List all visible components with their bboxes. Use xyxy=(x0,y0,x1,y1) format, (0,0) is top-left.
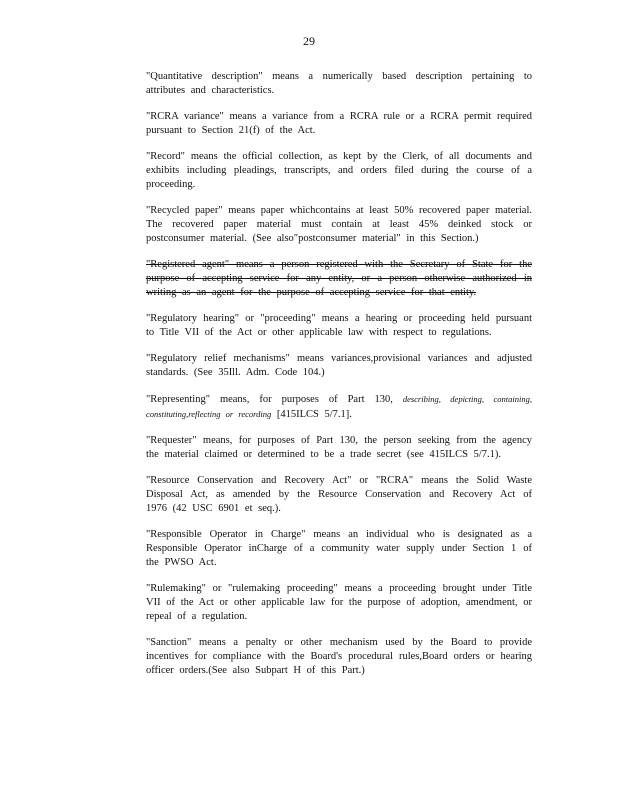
definition-regulatory-hearing: "Regulatory hearing" or "proceeding" means a hearing or proceeding held pursuant to Title VII of the Act or other applicable law with respect to regulations. xyxy=(146,313,532,338)
definition-regulatory-relief-mechanisms: "Regulatory relief mechanisms" means variances,provisional variances and adjusted standards. (See 35Ill. Adm. Code 104.) xyxy=(146,353,532,378)
definition-rcra: "Resource Conservation and Recovery Act" or "RCRA" means the Solid Waste Disposal Act, as amended by the Resource Conservation and Recovery Act of 1976 (42 USC 6901 et seq.). xyxy=(146,475,532,514)
definition-registered-agent-struck: "Registered agent" means a person registered with the Secretary of State for the purpose of accepting service for any entity, or a person otherwise authorized in writing as an agent for the purpose of accepting service for that entity. xyxy=(146,259,532,298)
definition-representing xyxy=(146,392,532,422)
definition-requester: "Requester" means, for purposes of Part 130, the person seeking from the agency the material claimed or determined to be a trade secret (see 415ILCS 5/7.1). xyxy=(146,435,532,460)
definition-record: "Record" means the official collection, as kept by the Clerk, of all documents and exhibits including pleadings, transcripts, and orders filed during the course of a proceeding. xyxy=(146,151,532,190)
definition-sanction: "Sanction" means a penalty or other mechanism used by the Board to provide incentives for compliance with the Board's procedural rules,Board orders or hearing officer orders.(See also Subpart H of this Part.) xyxy=(146,637,532,676)
page-number: 29 xyxy=(303,34,315,48)
definition-responsible-operator: "Responsible Operator in Charge" means an individual who is designated as a Responsible Operator inCharge of a community water supply under Section 1 of the PWSO Act. xyxy=(146,529,532,568)
representing-italic-terms: describing, depicting, containing, constituting,reflecting or recording xyxy=(146,394,532,419)
definition-rcra-variance: "RCRA variance" means a variance from a RCRA rule or a RCRA permit required pursuant to Section 21(f) of the Act. xyxy=(146,111,532,136)
representing-text-start: "Representing" means, for purposes of Part 130, xyxy=(146,394,393,405)
definition-rulemaking: "Rulemaking" or "rulemaking proceeding" means a proceeding brought under Title VII of the Act or other applicable law for the purpose of adoption, amendment, or repeal of a regulation. xyxy=(146,583,532,622)
definition-recycled-paper: "Recycled paper" means paper whichcontains at least 50% recovered paper material. The recovered paper material must contain at least 45% deinked stock or postconsumer material. (See also"postconsumer material" in this Section.) xyxy=(146,205,532,244)
definitions-list xyxy=(146,70,532,690)
definition-quantitative-description: "Quantitative description" means a numerically based description pertaining to attributes and characteristics. xyxy=(146,71,532,96)
representing-text-end: [415ILCS 5/7.1]. xyxy=(276,409,352,420)
